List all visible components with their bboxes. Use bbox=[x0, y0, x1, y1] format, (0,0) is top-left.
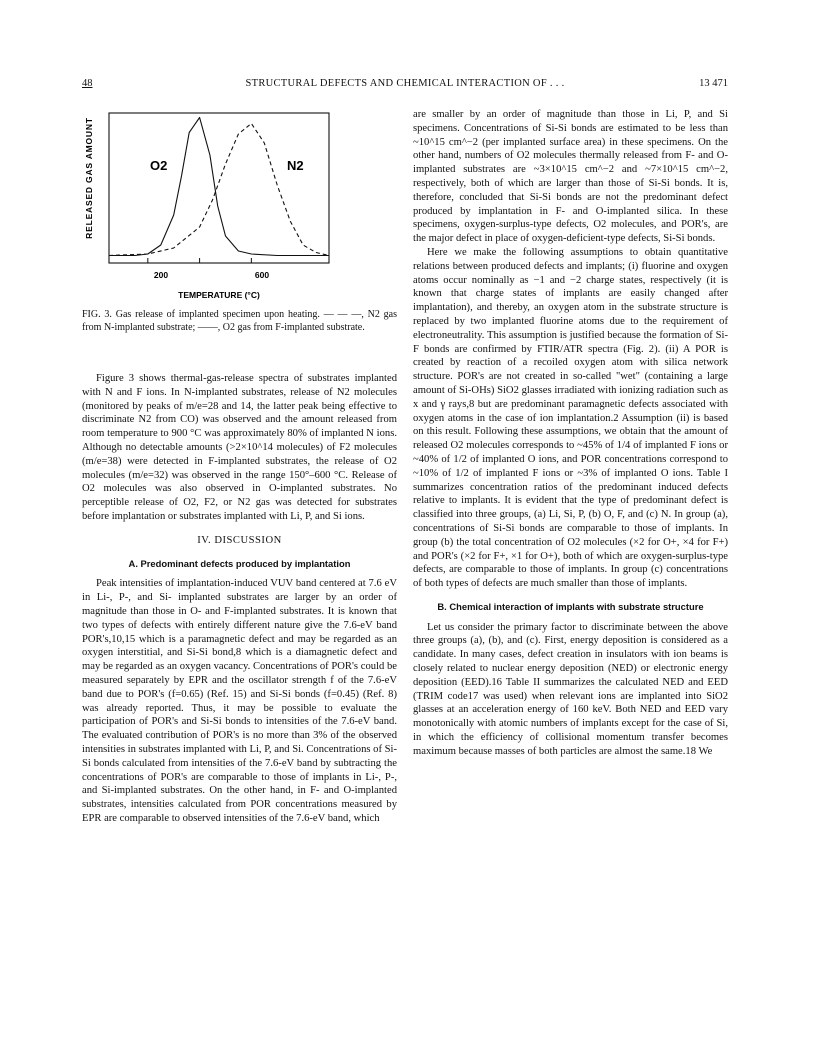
paragraph: Figure 3 shows thermal-gas-release spectra of substrates implanted with N and F ions. In N-implanted substrates, release of N2 molecules (monitored by peaks of m/e=28 and 14, the latter peak being effective to discriminate N2 from CO) was observed and the amount released from room temperature to 900 °C was approximately 80% of implanted N ions. Although no detectable amounts (>2×10^14 molecules) of F2 molecules (m/e=38) were detected in F-implanted substrates, the release of O2 molecules (m/e=32) was observed in the range 150°–600 °C. Release of O2 molecules was also observed in O-implanted substrates. No perceptible release of O2, F2, or N2 gas was detected for substrates before implantation or substrates implanted with Li, P, and Si ions. bbox=[82, 373, 397, 522]
right-column bbox=[413, 108, 728, 759]
page-header bbox=[82, 78, 728, 92]
paragraph: Here we make the following assumptions to obtain quantitative relations between produced defects and implants; (i) fluorine and oxygen atoms occur nominally as −1 and −2 charge states, respectively (it is known that charge states of implants are easily changed after implantation), and thereby, an oxygen atom in the substrate structure is replaced by two implanted fluorine atoms due to the requirement of electroneutrality. This assumption is justified because the formation of Si-F bonds are confirmed by FTIR/ATR spectra (Fig. 2). (ii) A POR is created by reaction of a recoiled oxygen atom with silica network structure. POR's are not created in so-called "wet" (containing a large amount of Si-OHs) SiO2 glasses irradiated with ionizing radiation such as x and γ rays,8 but are predominant paramagnetic defects associated with oxygen atoms in the case of ion implantation.2 Assumption (ii) is based on this result. Following these assumptions, we obtain that the amount of released O2 molecules corresponds to ~45% of 1/4 of implanted F ions or ~40% of 1/2 of implanted O ions, and POR concentrations correspond to ~10% of 1/2 of implanted F ions or ~3% of implanted O ions. Table I summarizes concentration ratios of the predominant induced defects relative to implants. It is evident that the type of predominant defect is classified into three groups, (a) Li, Si, P, (b) O, F, and (c) N. In group (a), concentrations of Si-Si bonds are comparable to those of implants. In group (b) the total concentration of O2 molecules (×2 for O+, ×4 for F+) and POR's (×2 for F+, ×1 for O+), both of which are oxygen-surplus-type defects, are comparable to those of implants. In group (c) concentrations of both types of defects are much smaller than those of implants. bbox=[413, 246, 728, 590]
series-line-o2 bbox=[109, 118, 329, 256]
plot-frame bbox=[109, 113, 329, 263]
n2-curve-label: N2 bbox=[287, 158, 304, 173]
subsection-title: A. Predominant defects produced by implantation bbox=[128, 557, 351, 569]
figure-3-caption: FIG. 3. Gas release of implanted specimen upon heating. — — —, N2 gas from N-implanted substrate; ——, O2 gas from F-implanted substrate. bbox=[82, 309, 397, 333]
running-title: STRUCTURAL DEFECTS AND CHEMICAL INTERACTION OF . . . bbox=[245, 78, 565, 89]
left-column bbox=[82, 108, 397, 826]
paragraph: Peak intensities of implantation-induced VUV band centered at 7.6 eV in Li-, P-, and Si- implanted substrates are larger by an order of magnitude than those in O- and F-implanted substrates. It is known that two types of defects with entirely different nature give the 7.6-eV band POR's,10,15 which is a paramagnetic defect and may be regarded as an oxygen interstitial, and Si-Si bond,8 which is a diamagnetic defect and may be regarded as an oxygen vacancy. Concentrations of POR's could be measured separately by EPR and the oscillator strength f of the 7.6-eV band due to POR's (f=0.65) (Ref. 15) and Si-Si bonds (f=0.45) (Ref. 8) was already reported. Thus, it may be possible to evaluate the participation of POR's and Si-Si bonds to intensities of the 7.6-eV band. The evaluated contribution of POR's is no more than 3% of the observed intensities in substrates implanted with Li, P, and Si. Concentrations of Si-Si bonds calculated from intensities of the 7.6-eV band by subtracting the concentrations of POR's are comparable to those of implants in Li-, P-, and Si-implanted substrates. On the other hand, in F- and O-implanted substrates, intensities calculated from POR concentrations measured by EPR are comparable to observed intensities of the 7.6-eV band, which bbox=[82, 578, 397, 824]
figure-3 bbox=[82, 108, 397, 308]
section-title: IV. DISCUSSION bbox=[197, 534, 282, 546]
x-tick-label-200: 200 bbox=[153, 270, 169, 280]
volume-page: 13 471 bbox=[699, 78, 728, 89]
paragraph: Let us consider the primary factor to discriminate between the above three groups (a), (b), and (c). First, energy deposition is considered as a candidate. In many cases, defect creation in insulators with ion beams is closely related to nuclear energy deposition (NED) or electronic energy deposition (EED).16 Table II summarizes the calculated NED and EED (TRIM code17 was used) when relevant ions are implanted into SiO2 glasses at an acceleration energy of 160 keV. Both NED and EED vary monotonically with atomic numbers of implants except for the case of Si, in which the efficiency of collisional momentum transfer becomes maximum because masses of both particles are almost the same.18 We bbox=[413, 621, 728, 757]
paragraph: are smaller by an order of magnitude than those in Li, P, and Si specimens. Concentrations of Si-Si bonds are estimated to be less than ~10^15 cm^−2 (per implanted surface area) in these specimens. On the other hand, numbers of O2 molecules thermally released from F- and O-implanted substrates are ~3×10^15 cm^−2 and ~7×10^15 cm^−2, respectively, both of which are larger than those of Si-Si bonds. It is, therefore, concluded that Si-Si bonds are not the predominant defect produced by implantation in F- and O-implanted silica. In these specimens, oxygen-surplus-type defects, O2 molecules, and POR's, are the major defect in place of oxygen-deficient-type defects, Si-Si bonds. bbox=[413, 109, 728, 245]
x-axis-label: TEMPERATURE (°C) bbox=[178, 290, 260, 300]
page-number: 48 bbox=[82, 78, 93, 89]
figure-3-chart bbox=[82, 108, 397, 308]
series-line-n2 bbox=[109, 124, 329, 256]
x-tick-label-600: 600 bbox=[254, 270, 270, 280]
y-axis-label: RELEASED GAS AMOUNT bbox=[84, 117, 94, 239]
o2-curve-label: O2 bbox=[150, 158, 168, 173]
subsection-title: B. Chemical interaction of implants with substrate structure bbox=[437, 600, 704, 612]
figure-3-block bbox=[82, 108, 397, 334]
x-ticks bbox=[148, 258, 252, 263]
curves bbox=[109, 118, 329, 256]
